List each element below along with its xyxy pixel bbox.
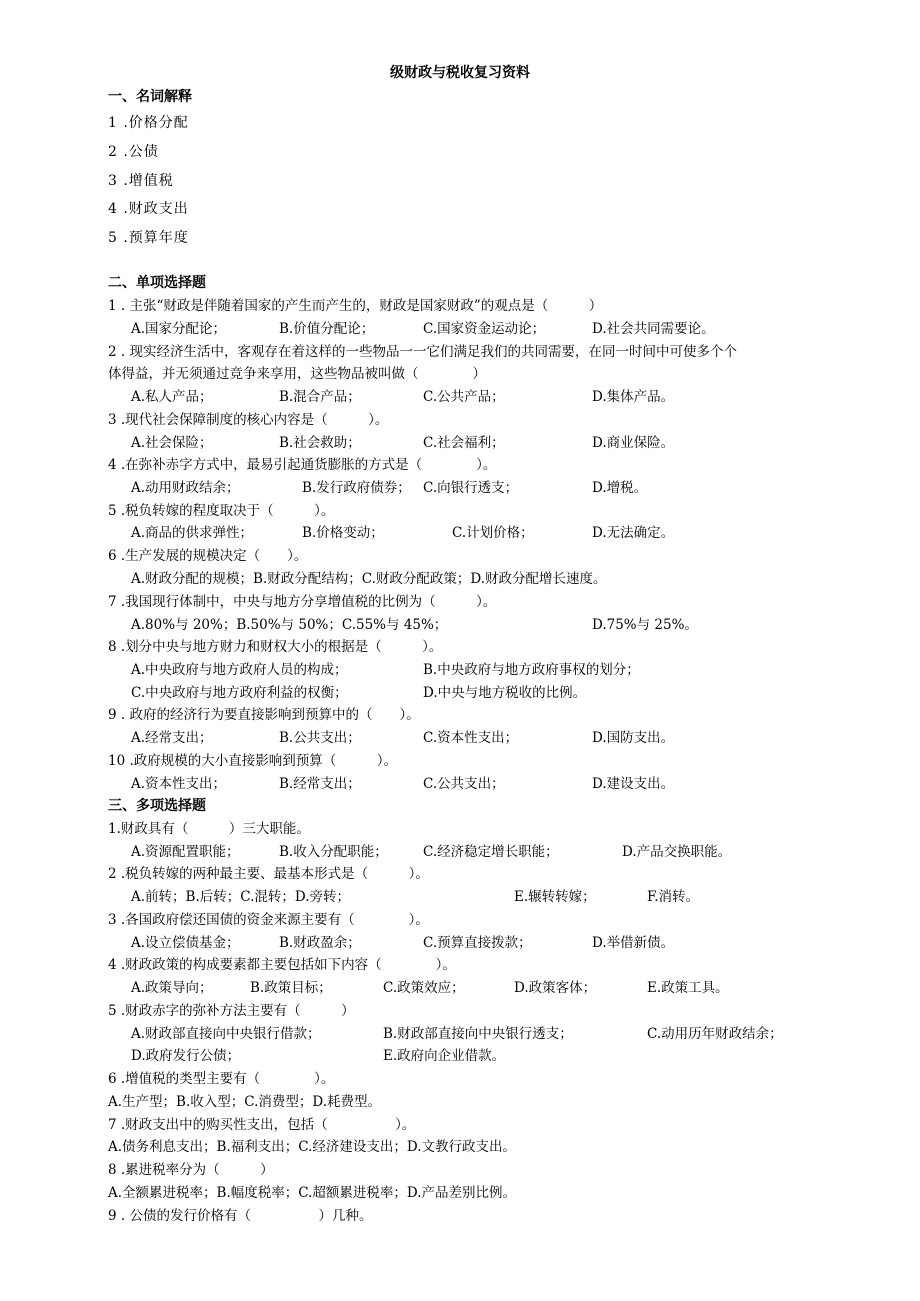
option-item: B.公共支出； [279,730,361,746]
question-line: 8 .划分中央与地方财力和财权大小的根据是（ ）。 [108,639,443,655]
option-item: D.增税。 [592,480,648,496]
option-item: D.中央与地方税收的比例。 [423,685,587,701]
question-line: 2 .税负转嫁的两种最主要、最基本形式是（ ）。 [108,866,429,882]
section-heading: 一、名词解释 [108,89,192,105]
question-line: A.债务利息支出；B.福利支出；C.经济建设支出；D.文教行政支出。 [108,1139,517,1155]
term-item: 1 .价格分配 [108,115,189,131]
question-line: 5 .税负转嫁的程度取决于（ ）。 [108,503,335,519]
option-item: D.政策客体； [514,980,597,996]
option-item: C.向银行透支； [423,480,519,496]
question-line: 8 .累进税率分为（ ） [108,1162,274,1178]
question-line: A.生产型；B.收入型；C.消费型；D.耗费型。 [108,1094,382,1110]
option-item: A.商品的供求弹性； [131,525,254,541]
option-item: B.价值分配论； [279,321,375,337]
question-line: 5 .财政赤字的弥补方法主要有（ ） [108,1003,355,1019]
option-item: B.财政盈余； [279,935,361,951]
option-item: A.资本性支出； [131,776,227,792]
question-line: 6 .生产发展的规模决定（ ）。 [108,548,308,564]
option-item: A.政策导向； [131,980,213,996]
option-item: C.经济稳定增长职能； [423,844,559,860]
term-item: 2 .公债 [108,144,159,160]
option-item: C.公共产品； [423,389,505,405]
question-line: A.全额累进税率；B.幅度税率；C.超额累进税率；D.产品差别比例。 [108,1185,517,1201]
option-item: B.财政部直接向中央银行透支； [383,1026,573,1042]
option-item: D.75%与 25%。 [592,617,698,633]
option-item: D.建设支出。 [592,776,675,792]
option-item: A.财政分配的规模；B.财政分配结构；C.财政分配政策；D.财政分配增长速度。 [131,571,607,587]
question-line: 4 .财政政策的构成要素都主要包括如下内容（ ）。 [108,957,456,973]
question-line: 3 .各国政府偿还国债的资金来源主要有（ ）。 [108,912,429,928]
question-line: 9 . 政府的经济行为要直接影响到预算中的（ ）。 [108,707,420,723]
question-line: 1 . 主张“财政是伴随着国家的产生而产生的，财政是国家财政”的观点是（ ） [108,298,603,314]
question-line: 7 .财政支出中的购买性支出，包括（ ）。 [108,1117,416,1133]
section-heading: 三、多项选择题 [108,798,206,814]
option-item: D.政府发行公债； [131,1048,241,1064]
question-line: 9 . 公债的发行价格有（ ）几种。 [108,1208,373,1224]
option-item: B.发行政府债券； [302,480,411,496]
option-item: B.中央政府与地方政府事权的划分； [423,662,640,678]
section-heading: 二、单项选择题 [108,275,206,291]
option-item: E.辗转转嫁； [514,889,596,905]
option-item: A.社会保险； [131,435,213,451]
document-title: 级财政与税收复习资料 [390,65,530,81]
option-item: D.商业保险。 [592,435,675,451]
option-item: C.计划价格； [452,525,534,541]
option-item: C.中央政府与地方政府利益的权衡； [131,685,348,701]
option-item: E.政策工具。 [647,980,729,996]
option-item: D.举借新债。 [592,935,675,951]
question-line: 1.财政具有（ ）三大职能。 [108,821,310,837]
term-item: 3 .增值税 [108,173,174,189]
term-item: 5 .预算年度 [108,230,189,246]
term-item: 4 .财政支出 [108,201,189,217]
option-item: C.公共支出； [423,776,505,792]
option-item: C.资本性支出； [423,730,519,746]
option-item: B.混合产品； [279,389,361,405]
option-item: D.国防支出。 [592,730,675,746]
option-item: F.消转。 [647,889,700,905]
question-line: 4 .在弥补赤字方式中，最易引起通货膨胀的方式是（ ）。 [108,457,497,473]
option-item: A.财政部直接向中央银行借款； [131,1026,321,1042]
option-item: B.价格变动； [302,525,384,541]
question-line: 2 . 现实经济生活中，客观存在着这样的一些物品一一它们满足我们的共同需要，在同一时间中可使多个个 [108,344,737,360]
question-line: 7 .我国现行体制中，中央与地方分享增值税的比例为（ ）。 [108,594,497,610]
option-item: A.80%与 20%；B.50%与 50%；C.55%与 45%； [131,617,448,633]
option-item: B.收入分配职能； [279,844,388,860]
option-item: A.资源配置职能； [131,844,240,860]
option-item: A.动用财政结余； [131,480,240,496]
question-line: 3 .现代社会保障制度的核心内容是（ ）。 [108,412,389,428]
option-item: B.经常支出； [279,776,361,792]
option-item: E.政府向企业借款。 [383,1048,506,1064]
question-line: 10 .政府规模的大小直接影响到预算（ ）。 [108,753,398,769]
option-item: D.社会共同需要论。 [592,321,715,337]
option-item: C.社会福利； [423,435,505,451]
option-item: D.无法确定。 [592,525,675,541]
option-item: A.设立偿债基金； [131,935,240,951]
option-item: A.国家分配论； [131,321,227,337]
question-line: 6 .增值税的类型主要有（ ）。 [108,1071,335,1087]
question-line: 体得益，并无须通过竞争来享用，这些物品被叫做（ ） [108,366,486,382]
option-item: B.社会救助； [279,435,361,451]
option-item: A.经常支出； [131,730,213,746]
option-item: C.国家资金运动论； [423,321,546,337]
option-item: C.动用历年财政结余； [647,1026,783,1042]
option-item: A.中央政府与地方政府人员的构成； [131,662,348,678]
option-item: D.集体产品。 [592,389,675,405]
option-item: A.私人产品； [131,389,213,405]
option-item: B.政策目标； [250,980,332,996]
option-item: C.政策效应； [383,980,465,996]
option-item: C.预算直接拨款； [423,935,532,951]
option-item: D.产品交换职能。 [622,844,732,860]
option-item: A.前转；B.后转；C.混转；D.旁转； [131,889,351,905]
